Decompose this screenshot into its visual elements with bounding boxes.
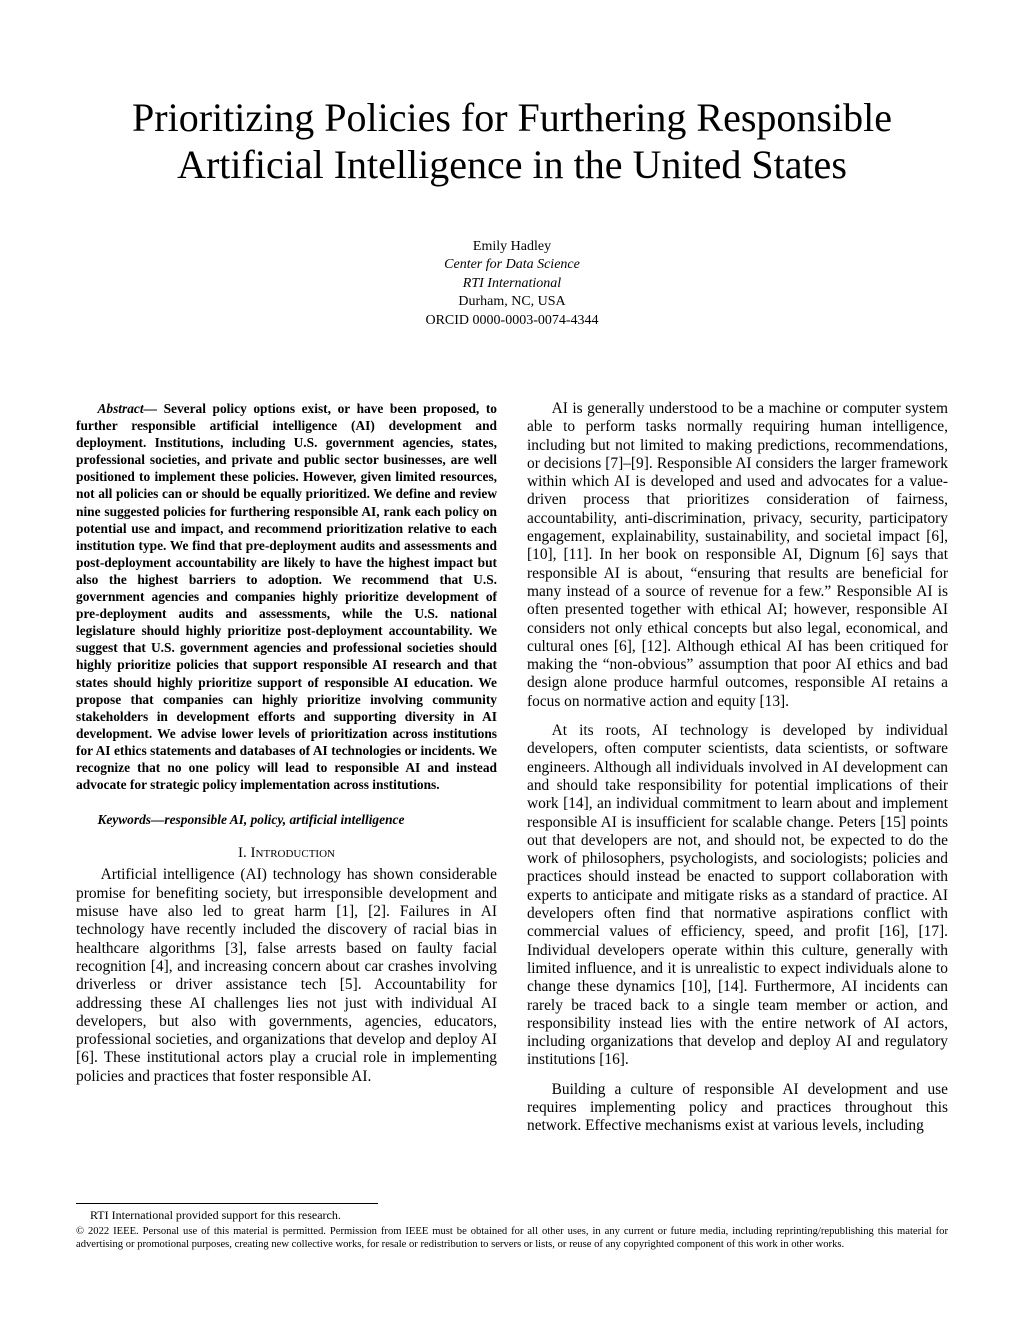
section-heading-introduction	[76, 844, 497, 862]
section-title: Introduction	[250, 845, 335, 862]
author-organization: RTI International	[462, 275, 562, 291]
abstract	[76, 400, 497, 793]
abstract-text: Several policy options exist, or have been proposed, to further responsible artificial intelligence (AI) development and deployment. Institutions, including U.S. government agencies, states, professional societies, and private and public sector businesses, are well positioned to implement these policies. However, given limited resources, not all policies can or should be equally prioritized. We define and review nine suggested policies for furthering responsible AI, rank each policy on potential use and impact, and recommend prioritization relative to each institution type. We find that pre-deployment audits and assessments and post-deployment accountability are likely to have the highest impact but also the highest barriers to adoption. We recommend that U.S. government agencies and companies highly prioritize development of pre-deployment audits and assessments, while the U.S. national legislature should highly prioritize post-deployment accountability. We suggest that U.S. government agencies and professional societies should highly prioritize policies that support responsible AI research and that states should highly prioritize support of responsible AI education. We propose that companies can highly prioritize involving community stakeholders in development efforts and supporting diversity in AI development. We advise lower levels of prioritization across institutions for AI ethics statements and databases of AI technologies or incidents. We recognize that no one policy will lead to responsible AI and instead advocate for strategic policy implementation across institutions.	[76, 401, 497, 793]
body-paragraph-2: At its roots, AI technology is developed by individual developers, often computer scientists, data scientists, or software engineers. Although all individuals involved in AI development can and should take responsibility for potential implications of their work [14], an individual commitment to learn about and implement responsible AI is insufficient for scalable change. Peters [15] points out that developers are not, and should not, be expected to do the work of philosophers, psychologists, and sociologists; policies and practices should instead be enacted to support collaboration with experts to anticipate and mitigate risks as a standard of practice. AI developers often find that normative aspirations conflict with commercial values of efficiency, speed, and profit [16], [17]. Individual developers operate within this culture, generally with limited influence, and it is unrealistic to expect individuals alone to change these dynamics [10], [14]. Furthermore, AI incidents can rarely be traced back to a single team member or action, and responsibility instead lies with the entire network of AI actors, including organizations that develop and deploy AI and regulatory institutions [16].	[527, 722, 948, 1069]
intro-paragraph: Artificial intelligence (AI) technology has shown considerable promise for benefiting society, but irresponsible development and misuse have also led to great harm [1], [2]. Failures in AI technology have recently included the discovery of racial bias in healthcare algorithms [3], false arrests based on faulty facial recognition [4], and increasing concern about car crashes involving driverless or driver assistance tech [5]. Accountability for addressing these AI challenges lies not just with individual AI developers, but also with governments, agencies, educators, professional societies, and organizations that develop and deploy AI [6]. These institutional actors play a crucial role in implementing policies and practices that foster responsible AI.	[76, 866, 497, 1085]
body-paragraph-3: Building a culture of responsible AI development and use requires implementing policy and practices throughout this network. Effective mechanisms exist at various levels, including	[527, 1080, 948, 1135]
paper-title	[0, 94, 1024, 188]
footnote-support: RTI International provided support for this research.	[90, 1208, 341, 1222]
right-column	[527, 400, 948, 1136]
abstract-label: Abstract—	[97, 401, 157, 416]
paper-title-line-2: Artificial Intelligence in the United States	[177, 142, 847, 187]
author-location: Durham, NC, USA	[458, 294, 566, 310]
author-department: Center for Data Science	[444, 257, 580, 273]
author-name: Emily Hadley	[472, 239, 552, 254]
section-number: I.	[238, 845, 247, 862]
body-paragraph-1: AI is generally understood to be a machine or computer system able to perform tasks normally requiring human intelligence, including but not limited to making predictions, recommendations, or decisions [7]–[9]. Responsible AI considers the larger framework within which AI is developed and used and advocates for a value-driven process that prioritizes consideration of fairness, accountability, anti-discrimination, privacy, security, participatory engagement, explainability, sustainability, and societal impact [6], [10], [11]. In her book on responsible AI, Dignum [6] says that responsible AI is about, “ensuring that results are beneficial for many instead of a source of revenue for a few.” Responsible AI is often presented together with ethical AI; however, responsible AI considers not only ethical concepts but also legal, economical, and cultural ones [6], [12]. Although ethical AI has been critiqued for making the “non-obvious” assumption that poor AI ethics and bad design alone produce harmful outcomes, responsible AI retains a focus on normative action and equity [13].	[527, 400, 948, 710]
paper-title-line-1: Prioritizing Policies for Furthering Responsible	[132, 95, 892, 140]
keywords: Keywords—responsible AI, policy, artificial intelligence	[97, 812, 405, 828]
left-column	[76, 400, 497, 1086]
author-orcid: ORCID 0000-0003-0074-4344	[425, 312, 599, 328]
footnote-divider	[76, 1203, 378, 1204]
author-block	[0, 238, 1024, 330]
footnote-copyright: © 2022 IEEE. Personal use of this material is permitted. Permission from IEEE must be obtained for all other uses, in any current or future media, including reprinting/republishing this material for advertising or promotional purposes, creating new collective works, for resale or redistribution to servers or lists, or reuse of any copyrighted component of this work in other works.	[76, 1226, 948, 1251]
